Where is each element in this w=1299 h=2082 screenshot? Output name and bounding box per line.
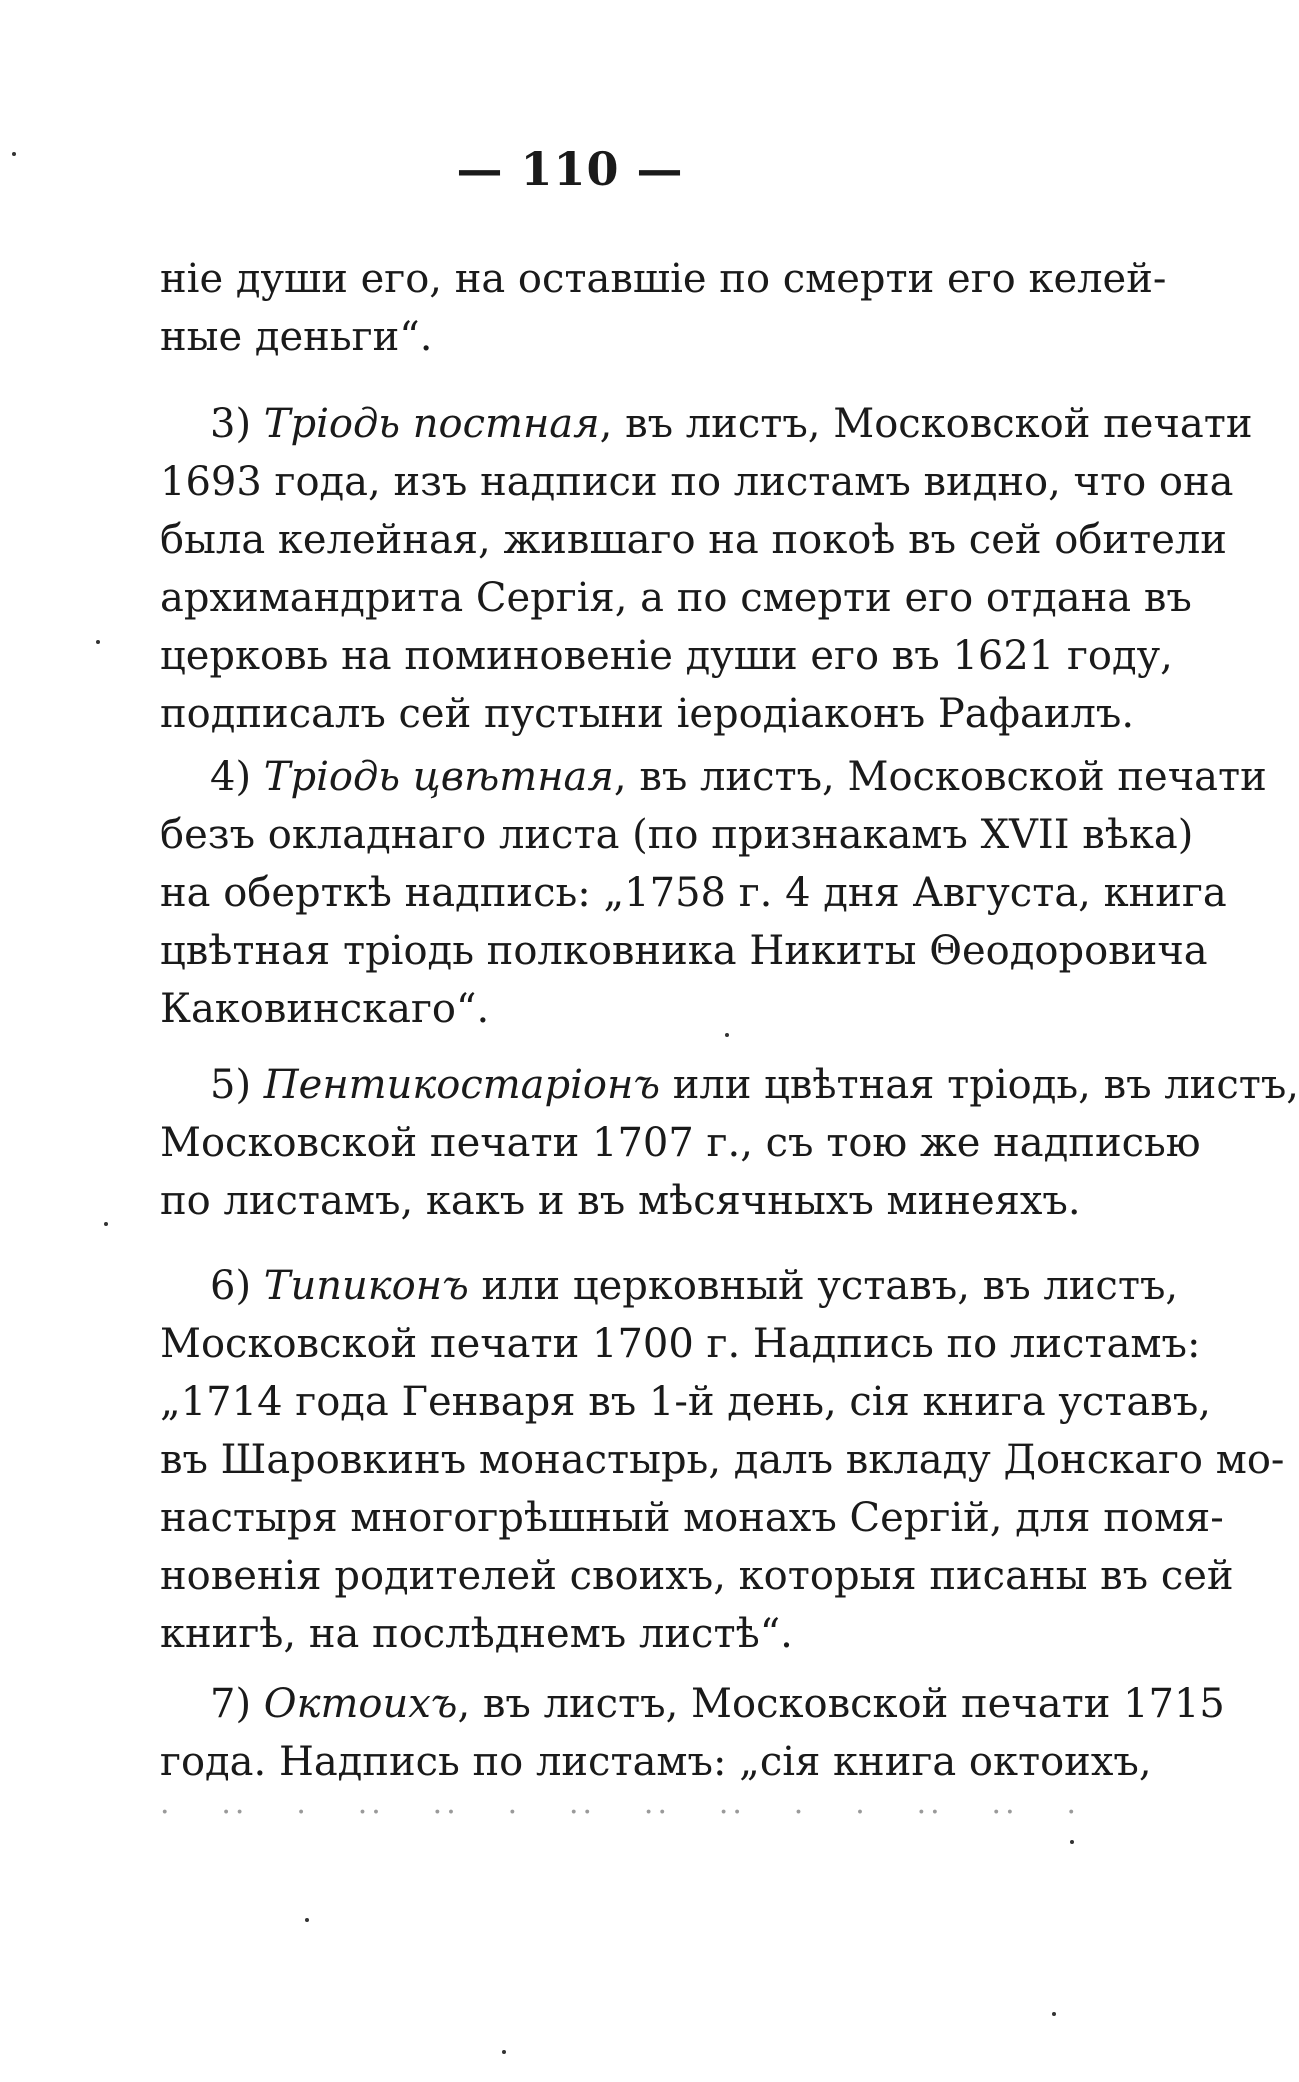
text-line: цвѣтная тріодь полковника Никиты Θеодоровича <box>160 928 1208 974</box>
text-line: 1693 года, изъ надписи по листамъ видно, что она <box>160 459 1234 505</box>
paragraph-4 <box>160 748 1267 1038</box>
text-line: ніе души его, на оставшіе по смерти его келей- <box>160 256 1167 302</box>
paragraph-5 <box>160 1056 1299 1230</box>
print-speck <box>725 1033 729 1037</box>
paragraph-2-tail <box>160 250 1167 366</box>
print-speck <box>502 2050 506 2054</box>
text-line: настыря многогрѣшный монахъ Сергій, для помя- <box>160 1495 1224 1541</box>
text-line: 6) Типиконъ или церковный уставъ, въ листъ, <box>210 1263 1179 1309</box>
paragraph-3 <box>160 395 1253 743</box>
book-title: Тріодь цвѣтная <box>263 754 614 800</box>
text-line: подписалъ сей пустыни іеродіаконъ Рафаилъ. <box>160 691 1135 737</box>
text-line: по листамъ, какъ и въ мѣсячныхъ минеяхъ. <box>160 1178 1081 1224</box>
text-line: безъ окладнаго листа (по признакамъ XVII вѣка) <box>160 812 1194 858</box>
text-line: была келейная, жившаго на покоѣ въ сей обители <box>160 517 1227 563</box>
text-line: 5) Пентикостаріонъ или цвѣтная тріодь, въ листъ, <box>210 1062 1299 1108</box>
text-line: архимандрита Сергія, а по смерти его отдана въ <box>160 575 1192 621</box>
text-line: Каковинскаго“. <box>160 986 490 1032</box>
text-line: „1714 года Генваря въ 1-й день, сія книга уставъ, <box>160 1379 1211 1425</box>
text-line: Московской печати 1707 г., съ тою же надписью <box>160 1120 1201 1166</box>
text-line: 7) Октоихъ, въ листъ, Московской печати 1715 <box>210 1681 1225 1727</box>
text-line: новенія родителей своихъ, которыя писаны въ сей <box>160 1553 1234 1599</box>
page-number: — 110 — <box>456 142 684 196</box>
cut-off-line-fragment: · ·· · ·· ·· · ·· ·· ·· · · ·· ·· · <box>160 1795 1080 1830</box>
paragraph-7 <box>160 1675 1225 1791</box>
book-title: Типиконъ <box>263 1263 469 1309</box>
print-speck <box>12 152 16 156</box>
text-line: въ Шаровкинъ монастырь, далъ вкладу Донскаго мо- <box>160 1437 1285 1483</box>
print-speck <box>305 1918 309 1922</box>
print-speck <box>96 640 100 644</box>
text-line: 4) Тріодь цвѣтная, въ листъ, Московской печати <box>210 754 1267 800</box>
print-speck <box>1052 2012 1056 2016</box>
book-title: Тріодь постная <box>263 401 600 447</box>
text-line: Московской печати 1700 г. Надпись по листамъ: <box>160 1321 1201 1367</box>
text-line: ные деньги“. <box>160 314 433 360</box>
text-line: церковь на поминовеніе души его въ 1621 году, <box>160 633 1173 679</box>
book-title: Пентикостаріонъ <box>263 1062 661 1108</box>
print-speck <box>1070 1840 1074 1844</box>
print-speck <box>104 1222 108 1226</box>
text-line: на оберткѣ надпись: „1758 г. 4 дня Августа, книга <box>160 870 1227 916</box>
book-title: Октоихъ <box>263 1681 458 1727</box>
text-line: 3) Тріодь постная, въ листъ, Московской печати <box>210 401 1253 447</box>
text-line: года. Надпись по листамъ: „сія книга октоихъ, <box>160 1739 1152 1785</box>
text-line: книгѣ, на послѣднемъ листѣ“. <box>160 1611 793 1657</box>
paragraph-6 <box>160 1257 1285 1663</box>
